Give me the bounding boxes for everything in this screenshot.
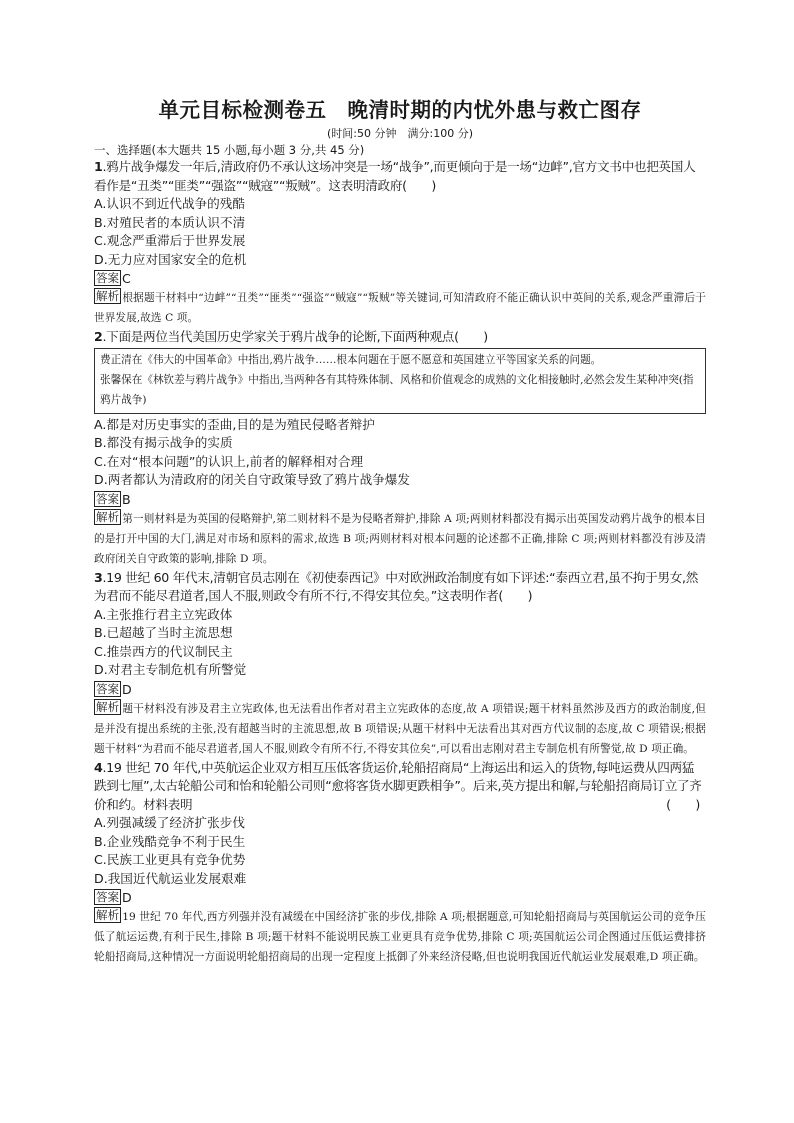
question-text: .鸦片战争爆发一年后,清政府仍不承认这场冲突是一场“战争”,而更倾向于是一场“边衅”,官方文书中也把英国人看作是“丑类”“匪类”“强盗”“贼寇”“叛贼”。这表明清政府( )	[94, 159, 696, 193]
option-a: A.列强减缓了经济扩张步伐	[94, 815, 245, 830]
analysis-tag: 解析	[96, 908, 120, 922]
question-4	[94, 759, 706, 968]
question-number: 4	[94, 759, 103, 775]
question-text: .19 世纪 60 年代末,清朝官员志刚在《初使泰西记》中对欧洲政治制度有如下评述:“泰西立君,虽不拘于男女,然为君而不能尽君道者,国人不服,则政令有所不行,不得安其位矣。”这表明作者( )	[94, 569, 699, 603]
analysis-text: 19 世纪 70 年代,西方列强并没有减缓在中国经济扩张的步伐,排除 A 项;根据题意,可知轮船招商局与英国航运公司的竞争压低了航运运费,有利于民生,排除 B 项;题干材料不能说明民族工业更具有竞争优势,排除 C 项;英国航运公司企图通过压低运费排挤轮船招商局,这种情况一方面说明轮船招商局的出现一定程度上抵御了外来经济侵略,但也说明我国近代航运业发展艰难,D 项正确。	[94, 911, 706, 963]
analysis-text: 第一则材料是为英国的侵略辩护,第二则材料不是为侵略者辩护,排除 A 项;两则材料都没有揭示出英国发动鸦片战争的根本目的是打开中国的大门,满足对市场和原料的需求,故选 B 项;两则材料对根本问题的论述都不正确,排除 C 项;两则材料都没有涉及清政府闭关自守政策的影响,排除 D 项。	[94, 512, 706, 565]
material-paragraph: 费正清在《伟大的中国革命》中指出,鸦片战争……根本问题在于愿不愿意和英国建立平等国家关系的问题。	[100, 353, 602, 366]
option-d: D.无力应对国家安全的危机	[94, 251, 247, 267]
question-stem	[94, 759, 706, 815]
answer-value: D	[122, 890, 132, 905]
analysis-text: 题干材料没有涉及君主立宪政体,也无法看出作者对君主立宪政体的态度,故 A 项错误;题干材料虽然涉及西方的政治制度,但是并没有提出系统的主张,没有超越当时的主流思想,故 B 项错误;从题干材料中无法看出其对西方代议制的态度,故 C 项错误;根据题干材料“为君而不能尽君道者,国人不服,则政令有所不行,不得安其位矣”,可以看出志刚对君主专制危机有所警觉,故 D 项正确。	[94, 702, 706, 755]
answer-tag: 答案	[96, 681, 119, 696]
question-3	[94, 569, 706, 759]
answer-tag: 答案	[96, 890, 119, 904]
answer-tag: 答案	[96, 491, 119, 506]
answer-line	[94, 888, 706, 907]
page-title: 单元目标检测卷五 晚清时期的内忧外患与救亡图存	[158, 98, 642, 122]
analysis-block	[94, 509, 706, 569]
answer-tag: 答案	[96, 271, 119, 285]
question-stem	[94, 569, 706, 606]
exam-page	[94, 96, 706, 967]
option-d: D.两者都认为清政府的闭关自守政策导致了鸦片战争爆发	[94, 472, 410, 487]
question-2	[94, 328, 706, 569]
option-a: A.认识不到近代战争的残酷	[94, 196, 245, 211]
question-number: 1	[94, 159, 103, 174]
question-number: 3	[94, 569, 103, 585]
option-b: B.已超越了当时主流思想	[94, 625, 233, 640]
material-paragraph: 张馨保在《林钦差与鸦片战争》中指出,当两种各有其特殊体制、风格和价值观念的成熟的文化相接触时,必然会发生某种冲突(指鸦片战争)	[100, 373, 694, 406]
answer-line	[94, 680, 706, 699]
analysis-tag: 解析	[96, 289, 120, 303]
section-heading: 一、选择题(本大题共 15 小题,每小题 3 分,共 45 分)	[94, 143, 365, 157]
option-d: D.对君主专制危机有所警觉	[94, 662, 247, 677]
option-b: B.企业残酷竞争不利于民生	[94, 833, 246, 849]
option-a: A.都是对历史事实的歪曲,目的是为殖民侵略者辩护	[94, 416, 375, 432]
answer-line	[94, 269, 706, 288]
question-text: .下面是两位当代美国历史学家关于鸦片战争的论断,下面两种观点( )	[102, 329, 488, 344]
answer-value: D	[122, 681, 132, 697]
question-stem	[94, 158, 706, 195]
option-d: D.我国近代航运业发展艰难	[94, 870, 247, 886]
option-a: A.主张推行君主立宪政体	[94, 606, 233, 622]
option-c: C.在对“根本问题”的认识上,前者的解释相对合理	[94, 453, 364, 469]
material-box	[94, 348, 706, 414]
answer-paren: ( )	[666, 796, 700, 812]
analysis-block	[94, 699, 706, 759]
question-1	[94, 158, 706, 328]
answer-value: B	[122, 491, 131, 507]
analysis-block	[94, 288, 706, 328]
answer-value: C	[122, 271, 131, 286]
answer-line	[94, 490, 706, 509]
option-b: B.都没有揭示战争的实质	[94, 435, 233, 450]
option-c: C.民族工业更具有竞争优势	[94, 852, 246, 867]
analysis-text: 根据题干材料中“边衅”“丑类”“匪类”“强盗”“贼寇”“叛贼”等关键词,可知清政府不能正确认识中英间的关系,观念严重滞后于世界发展,故选 C 项。	[94, 292, 706, 324]
exam-info: (时间:50 分钟 满分:100 分)	[327, 127, 473, 140]
question-number: 2	[94, 329, 103, 344]
analysis-tag: 解析	[96, 509, 120, 524]
question-text: .19 世纪 70 年代,中英航运企业双方相互压低客货运价,轮船招商局“上海运出和运入的货物,每吨运费从四两猛跌到七厘”,太古轮船公司和怡和轮船公司则“愈将客货水脚更跌相争”。后来,英方提出和解,与轮船招商局订立了齐价和约。材料表明	[94, 759, 702, 812]
option-c: C.推崇西方的代议制民主	[94, 643, 233, 659]
analysis-block	[94, 907, 706, 967]
question-stem	[94, 328, 706, 347]
option-c: C.观念严重滞后于世界发展	[94, 233, 246, 248]
option-b: B.对殖民者的本质认识不清	[94, 214, 246, 230]
analysis-tag: 解析	[96, 699, 120, 714]
